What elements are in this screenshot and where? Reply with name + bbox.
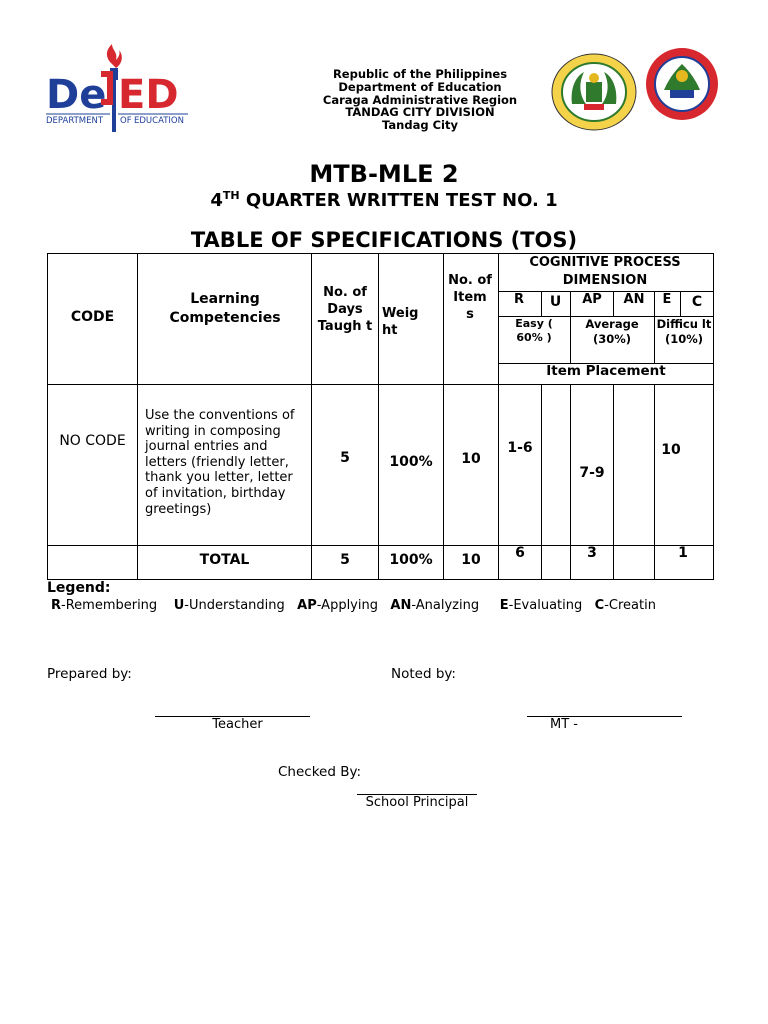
test-title-number: 4 — [210, 190, 223, 211]
checked-by-label: Checked By: — [278, 764, 362, 780]
header-r: R — [513, 292, 524, 307]
svg-text:ED: ED — [118, 72, 179, 118]
teacher-label: Teacher — [212, 717, 263, 732]
total-items: 10 — [461, 552, 481, 568]
header-block — [290, 68, 550, 132]
division-seal — [550, 52, 638, 132]
header-line-city: Tandag City — [382, 118, 458, 133]
total-days: 5 — [340, 552, 350, 568]
row-r-placement: 1-6 — [507, 440, 533, 456]
header-weight: Weig ht — [382, 306, 419, 338]
header-difficult: Difficu lt (10%) — [656, 317, 712, 346]
header-items: No. of Item s — [448, 273, 492, 322]
principal-label: School Principal — [365, 795, 469, 810]
subject-title: MTB-MLE 2 — [309, 160, 459, 188]
row-weight: 100% — [389, 454, 433, 470]
header-easy: Easy ( 60% ) — [515, 317, 553, 344]
logo-subtitle-left: DEPARTMENT — [46, 116, 104, 126]
legend-title: Legend: — [47, 580, 111, 596]
header-line-department: Department of Education — [338, 79, 502, 94]
row-items: 10 — [461, 451, 481, 467]
test-title — [0, 189, 768, 211]
header-e: E — [662, 292, 672, 307]
total-e: 1 — [678, 545, 688, 561]
total-ap: 3 — [587, 545, 597, 561]
header-code: CODE — [70, 309, 115, 325]
header-cognitive: COGNITIVE PROCESS DIMENSION — [529, 255, 681, 288]
header-line-region: Caraga Administrative Region — [322, 92, 518, 107]
header-u: U — [549, 294, 562, 310]
school-seal — [644, 46, 720, 122]
total-weight: 100% — [389, 552, 433, 568]
legend-item-c: C-Creatin — [594, 598, 656, 613]
logo-subtitle-of: OF — [120, 116, 132, 126]
test-title-rest: QUARTER WRITTEN TEST NO. 1 — [239, 190, 558, 211]
deped-logo — [46, 44, 196, 136]
legend-item-r: R-Remembering — [51, 598, 158, 613]
legend-items — [51, 598, 656, 613]
header-item-placement: Item Placement — [546, 363, 666, 379]
prepared-by-label: Prepared by: — [47, 666, 132, 682]
row-e-placement: 10 — [661, 442, 681, 458]
svg-text:De: De — [46, 72, 107, 118]
row-code: NO CODE — [59, 433, 126, 449]
logo-subtitle-right: EDUCATION — [134, 116, 184, 126]
total-label: TOTAL — [199, 552, 250, 568]
legend-item-e: E-Evaluating — [499, 598, 583, 613]
header-line-republic: Republic of the Philippines — [332, 67, 508, 81]
row-ap-placement: 7-9 — [579, 465, 605, 481]
row-days: 5 — [340, 450, 350, 466]
tos-title: TABLE OF SPECIFICATIONS (TOS) — [190, 228, 578, 252]
header-competencies: Learning Competencies — [169, 291, 281, 326]
noted-by-label: Noted by: — [391, 666, 456, 682]
header-ap: AP — [582, 292, 602, 307]
header-c: C — [691, 294, 703, 310]
mt-label: MT - — [550, 717, 578, 732]
row-competency: Use the conventions of writing in composing journal entries and letters (friendly letter, thank you letter, letter of invitation, birthday greetings) — [145, 408, 295, 517]
header-line-division: TANDAG CITY DIVISION — [345, 105, 495, 120]
header-days: No. of Days Taugh t — [317, 285, 373, 334]
header-average: Average (30%) — [585, 317, 639, 346]
header-an: AN — [623, 292, 645, 307]
legend-item-u: U-Understanding — [173, 598, 285, 613]
total-r: 6 — [515, 545, 525, 561]
test-title-ordinal: TH — [222, 189, 240, 202]
legend-item-ap: AP-Applying — [297, 598, 378, 613]
legend-item-an: AN-Analyzing — [390, 598, 480, 613]
